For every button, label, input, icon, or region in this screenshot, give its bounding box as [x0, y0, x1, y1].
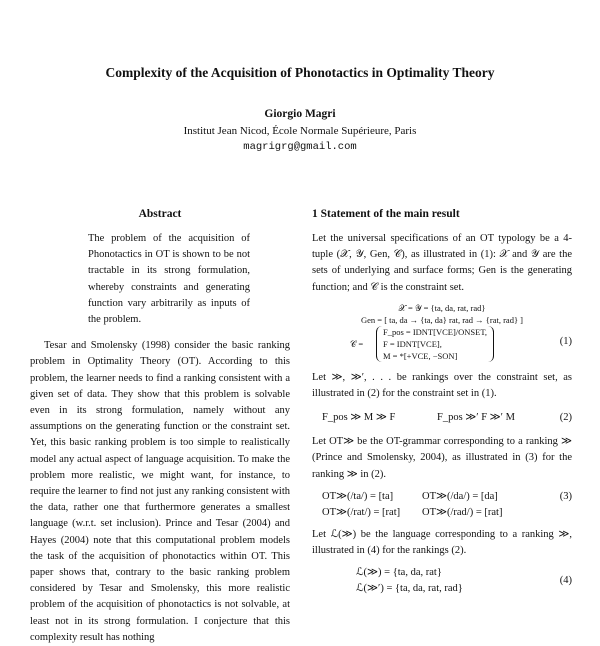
equation-3 [312, 489, 572, 521]
author-email: magrigrg@gmail.com [243, 141, 357, 153]
author-affiliation: Institut Jean Nicod, École Normale Supérieure, Paris [183, 125, 417, 137]
eq1-line4: F = IDNT[VCE], [383, 338, 442, 349]
eq4-line2: ℒ(≫′) = {ta, da, rat, rad} [356, 583, 463, 595]
eq1-line5: M = *[+VCE, −SON] [383, 350, 458, 361]
eq1-line3: F_pos = IDNT[VCE]/ONSET, [383, 326, 488, 337]
eq3-row2-b: OT≫(/rad/) = [rat] [422, 506, 503, 518]
intro-paragraph: Tesar and Smolensky (1998) consider the basic ranking problem in Optimality Theory (OT). According to this problem, the learner needs to find a ranking consistent with a given set of data. They show that this problem is solvable even in its strong formulation, namely without any assumptions on the generating function or the constraint set. Yet, this basic ranking problem is too simple to realistically model any actual aspect of language acquisition. To make the problem more realistic, we might want, for instance, to require the learner to find not just any ranking consistent with the data, rather one that furthermore generates a smallest language (w.r.t. set inclusion). Prince and Tesar (2004) and Hayes (2004) note that this computational problem models the task of the acquisition of phonotactics within OT. This paper shows that, contrary to the basic ranking problem considered by Tesar and Smolensky, this more realistic problem of the acquisition of phonotactics is not solvable, at least not in its strong formulation. I conjecture that this complexity result has nothing [30, 340, 290, 643]
section-paragraph-1: Let the universal specifications of an OT typology be a 4-tuple (𝒳, 𝒴, Gen, 𝒞), as illustrated in (1): 𝒳 and 𝒴 are the sets of underlying and surface forms; Gen is the generating function; and 𝒞 is the constraint set. [312, 233, 572, 293]
section-paragraph-4: Let ℒ(≫) be the language corresponding to a ranking ≫, illustrated in (4) for the rankings (2). [312, 528, 572, 557]
section-paragraph-2: Let ≫, ≫′, . . . be rankings over the constraint set, as illustrated in (2) for the constraint set in (1). [312, 371, 572, 400]
eq1-line1: 𝒳 = 𝒴 = {ta, da, rat, rad} [398, 302, 486, 313]
equation-4 [312, 565, 572, 597]
equation-2 [312, 410, 572, 426]
eq3-row1-a: OT≫(/ta/) = [ta] [322, 490, 394, 502]
paper-title: Complexity of the Acquisition of Phonotactics in Optimality Theory [105, 65, 495, 80]
author-name: Giorgio Magri [264, 108, 336, 120]
equation-1 [312, 302, 572, 364]
eq2-part-a: F_pos ≫ M ≫ F [322, 412, 396, 424]
eq2-part-b: F_pos ≫′ F ≫′ M [437, 412, 515, 424]
left-column [30, 205, 290, 646]
eq1-number: (1) [559, 335, 572, 347]
eq1-lhs: 𝒞 = [350, 338, 364, 349]
eq3-row2-a: OT≫(/rat/) = [rat] [322, 506, 401, 518]
section-paragraph-3: Let OT≫ be the OT-grammar corresponding to a ranking ≫ (Prince and Smolensky, 2004), as illustrated in (3) for the ranking ≫ in (2). [312, 436, 572, 480]
eq1-line2: Gen = [ ta, da → {ta, da} rat, rad → {rat, rad} ] [360, 314, 523, 325]
eq4-number: (4) [559, 575, 572, 587]
eq3-row1-b: OT≫(/da/) = [da] [422, 490, 498, 502]
eq2-number: (2) [559, 412, 572, 424]
eq4-line1: ℒ(≫) = {ta, da, rat} [356, 567, 442, 579]
abstract-text: The problem of the acquisition of Phonotactics in OT is shown to be not tractable in its strong formulation, whereby constraints and generating function vary arbitrarily as inputs of the problem. [88, 233, 250, 326]
abstract-heading: Abstract [138, 208, 182, 220]
eq3-number: (3) [559, 490, 572, 502]
section-heading: 1 Statement of the main result [312, 208, 460, 220]
right-column [312, 205, 572, 603]
